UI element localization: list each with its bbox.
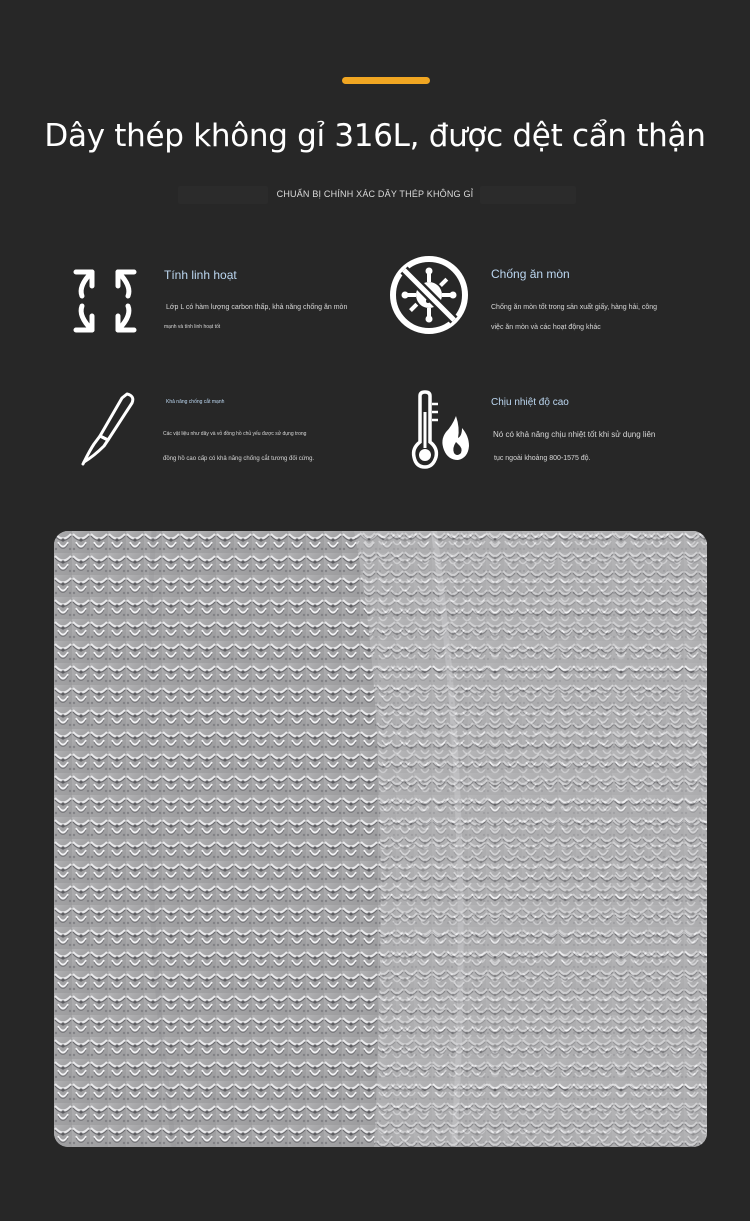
- anti-bacteria-icon: [388, 254, 470, 336]
- feature-flexibility-title: Tính linh hoạt: [164, 268, 237, 282]
- feature-heat-resistance-desc-2: tục ngoài khoảng 800-1575 độ.: [494, 455, 591, 462]
- feature-corrosion-title: Chống ăn mòn: [491, 267, 570, 281]
- feature-corrosion-desc-2: việc ăn mòn và các hoạt động khác: [491, 324, 601, 331]
- page-title: Dây thép không gỉ 316L, được dệt cẩn thận: [44, 118, 706, 154]
- steel-mesh-photo: [54, 531, 707, 1147]
- flexible-arrows-icon: [70, 266, 140, 336]
- feature-cut-resistance-desc-1: Các vật liệu như dây và vỏ đồng hồ chủ yếu được sử dụng trong: [163, 431, 307, 437]
- feature-flexibility-desc-1: Lớp L có hàm lượng carbon thấp, khả năng chống ăn mòn: [166, 304, 348, 311]
- feature-heat-resistance-desc-1: Nó có khả năng chịu nhiệt tốt khi sử dụng liên: [493, 430, 656, 439]
- feature-cut-resistance-title: Khả năng chống cắt mạnh: [166, 399, 225, 405]
- accent-bar: [342, 77, 430, 84]
- feature-heat-resistance-title: Chịu nhiệt độ cao: [491, 397, 569, 408]
- steel-mesh-texture: [54, 531, 707, 1147]
- page-subtitle: CHUẨN BỊ CHÍNH XÁC DÂY THÉP KHÔNG GỈ: [276, 189, 474, 199]
- feature-corrosion-desc-1: Chống ăn mòn tốt trong sản xuất giấy, hàng hải, công: [491, 304, 658, 311]
- thermometer-flame-icon: [406, 390, 474, 470]
- scalpel-icon: [80, 390, 138, 466]
- feature-cut-resistance-desc-2: đồng hồ cao cấp có khả năng chống cắt tương đối cứng.: [163, 456, 315, 462]
- feature-flexibility-desc-2: mạnh và tính linh hoạt tốt: [164, 324, 221, 330]
